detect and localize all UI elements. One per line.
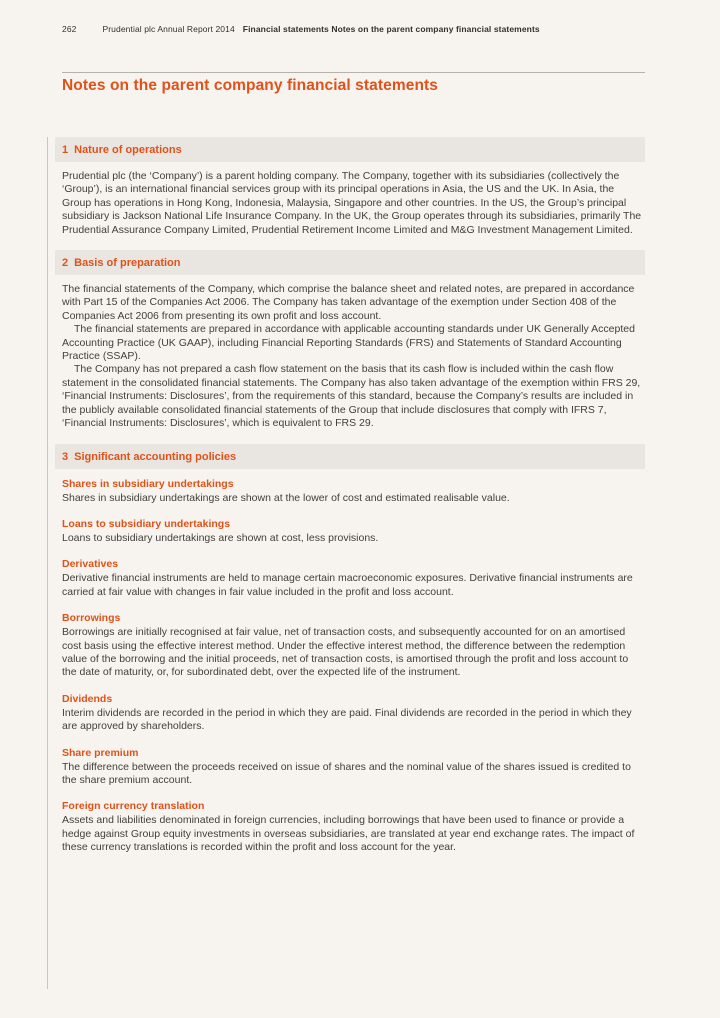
report-meta-section: Financial statements Notes on the parent company financial statements <box>242 24 540 34</box>
section-heading-bar <box>55 444 645 469</box>
subsection-heading-borrowings: Borrowings <box>62 612 121 625</box>
subsection-body: Interim dividends are recorded in the period in which they are paid. Final dividends are recorded in the period in which they are approved by shareholders. <box>62 706 632 733</box>
title-rule <box>62 72 645 73</box>
section-number: 2 <box>62 257 69 270</box>
section-significant-accounting-policies <box>62 444 645 855</box>
subsection-heading-derivatives: Derivatives <box>62 558 119 571</box>
subsection-heading-shares-in-subsidiary-undertakings: Shares in subsidiary undertakings <box>62 477 234 490</box>
subsection-heading-share-premium: Share premium <box>62 746 139 759</box>
subsection-heading-dividends: Dividends <box>62 692 113 705</box>
subsection-body: The difference between the proceeds received on issue of shares and the nominal value of the shares issued is credited to the share premium account. <box>62 760 631 786</box>
page-number: 262 <box>62 24 77 34</box>
subsection-heading-foreign-currency-translation: Foreign currency translation <box>62 800 205 813</box>
report-meta: Prudential plc Annual Report 2014 <box>102 24 235 34</box>
page-header <box>62 24 660 34</box>
subsection-body: Borrowings are initially recognised at fair value, net of transaction costs, and subsequently accounted for on an amortised cost basis using the effective interest method. Under the effective interest method, the difference between the redemption value of the borrowing and the initial proceeds, net of transaction costs, is amortised through the profit and loss account to the date of maturity, or, for subordinated debt, over the expected life of the instrument. <box>62 626 629 679</box>
subsection-body: Derivative financial instruments are held to manage certain macroeconomic exposures. Derivative financial instruments are carried at fair value with changes in fair value included in the profit and loss account. <box>62 572 633 598</box>
paragraph: The Company has not prepared a cash flow statement on the basis that its cash flow is included within the cash flow statement in the consolidated financial statements. The Company has also taken advantage of the exemption within FRS 29, ‘Financial Instruments: Disclosures’, from the requirements of this standard, because the Company’s results are included in the publicly available consolidated financial statements of the Group that include disclosures that comply with IFRS 7, ‘Financial Instruments: Disclosures’, which is equivalent to FRS 29. <box>62 363 641 430</box>
section-number: 1 <box>62 144 69 156</box>
section-heading: Significant accounting policies <box>74 450 237 463</box>
left-margin-rule <box>47 137 48 989</box>
subsection-heading-loans-to-subsidiary-undertakings: Loans to subsidiary undertakings <box>62 517 231 530</box>
section-heading-bar <box>55 250 645 275</box>
section-nature-of-operations <box>62 137 645 237</box>
section-heading: Basis of preparation <box>74 257 181 270</box>
section-heading-bar <box>55 137 645 162</box>
section-heading: Nature of operations <box>74 144 182 156</box>
paragraph: The financial statements of the Company, which comprise the balance sheet and related notes, are prepared in accordance with Part 15 of the Companies Act 2006. The Company has taken advantage of the exemption under Section 408 of the Companies Act 2006 from presenting its own profit and loss account. <box>62 283 635 322</box>
section-basis-of-preparation <box>62 250 645 430</box>
subsection-body: Assets and liabilities denominated in foreign currencies, including borrowings that have been used to finance or provide a hedge against Group equity investments in overseas subsidiaries, are translated at year end exchange rates. The impact of these currency translations is recorded within the profit and loss account for the year. <box>62 814 635 854</box>
paragraph: Prudential plc (the ‘Company’) is a parent holding company. The Company, together with its subsidiaries (collectively the ‘Group’), is an international financial services group with its principal operations in Asia, the US and the UK. In Asia, the Group has operations in Hong Kong, Indonesia, Malaysia, Singapore and other countries. In the US, the Group’s principal subsidiary is Jackson National Life Insurance Company. In the UK, the Group operates through its subsidiaries, primarily The Prudential Assurance Company Limited, Prudential Retirement Income Limited and M&G Investment Management Limited. <box>62 170 642 236</box>
section-number: 3 <box>62 450 69 463</box>
paragraph: The financial statements are prepared in accordance with applicable accounting standards under UK Generally Accepted Accounting Practice (UK GAAP), including Financial Reporting Standards (FRS) and Statements of Standard Accounting Practice (SSAP). <box>62 323 635 363</box>
subsection-body: Shares in subsidiary undertakings are shown at the lower of cost and estimated realisable value. <box>62 491 510 504</box>
page-title: Notes on the parent company financial statements <box>62 77 439 94</box>
content-column <box>62 137 645 868</box>
subsection-body: Loans to subsidiary undertakings are shown at cost, less provisions. <box>62 531 379 544</box>
